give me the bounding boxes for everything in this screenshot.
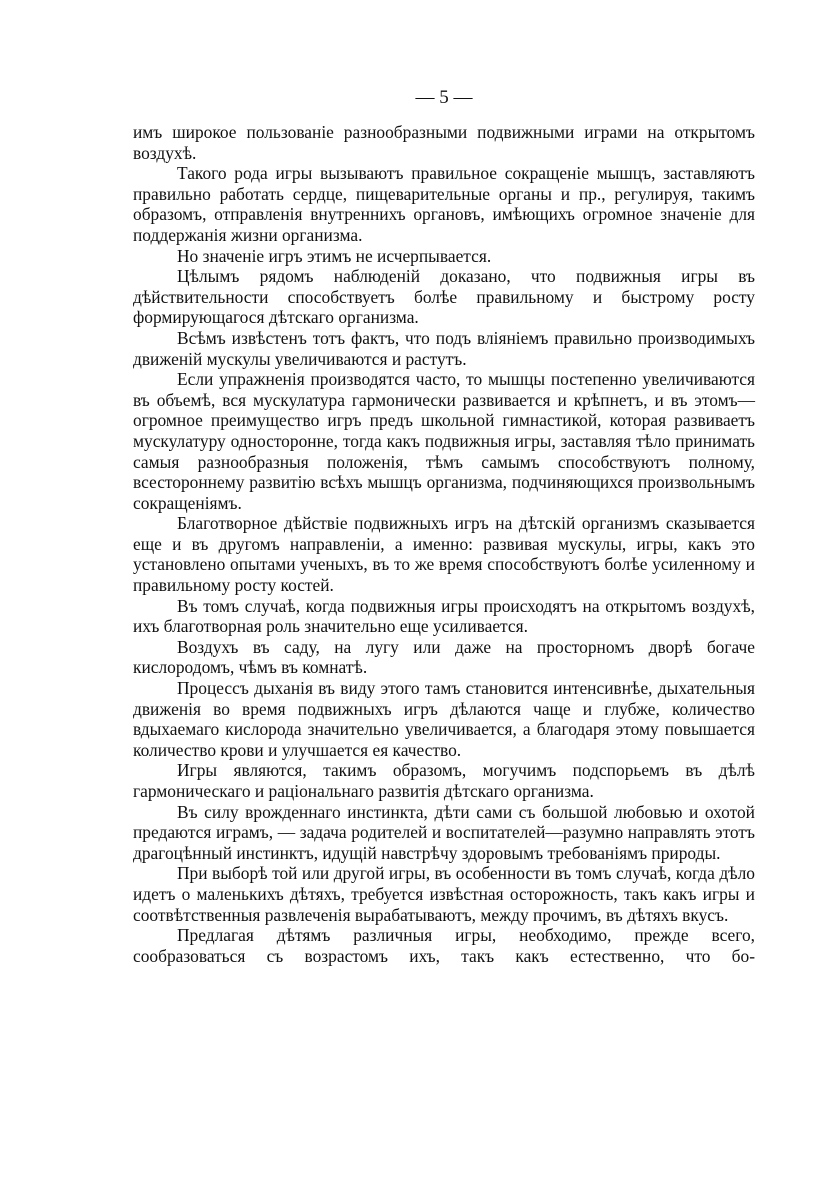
paragraph-10: Процессъ дыханія въ виду этого тамъ становится интенсивнѣе, дыхательныя движенія во время подвижныхъ игръ дѣлаются чаще и глубже, количество вдыхаемаго кислорода значительно увеличивается, а благодаря этому повышается количество крови и улучшается ея качество. — [133, 678, 755, 760]
paragraph-14: Предлагая дѣтямъ различныя игры, необходимо, прежде всего, сообразоваться съ возрастомъ ихъ, такъ какъ естественно, что бо- — [133, 925, 755, 966]
paragraph-2: Такого рода игры вызываютъ правильное сокращеніе мышцъ, заставляютъ правильно работать сердце, пищеварительные органы и пр., регулируя, такимъ образомъ, отправленія внутреннихъ органовъ, имѣющихъ огромное значеніе для поддержанія жизни организма. — [133, 163, 755, 245]
paragraph-9: Воздухъ въ саду, на лугу или даже на просторномъ дворѣ богаче кислородомъ, чѣмъ въ комнатѣ. — [133, 636, 755, 678]
paragraph-11: Игры являются, такимъ образомъ, могучимъ подспорьемъ въ дѣлѣ гармоническаго и раціональнаго развитія дѣтскаго организма. — [133, 760, 755, 801]
paragraph-1: имъ широкое пользованіе разнообразными подвижными играми на открытомъ воздухѣ. — [133, 122, 755, 163]
paragraph-4: Цѣлымъ рядомъ наблюденій доказано, что подвижныя игры въ дѣйствительности способствуетъ болѣе правильному и быстрому росту формирующагося дѣтскаго организма. — [133, 266, 755, 328]
paragraph-12: Въ силу врожденнаго инстинкта, дѣти сами съ большой любовью и охотой предаются играмъ, — задача родителей и воспитателей—разумно направлять этотъ драгоцѣнный инстинктъ, идущій навстрѣчу здоровымъ требованіямъ природы. — [133, 801, 755, 863]
body-text — [133, 122, 755, 966]
paragraph-5: Всѣмъ извѣстенъ тотъ фактъ, что подъ вліяніемъ правильно производимыхъ движеній мускулы увеличиваются и растутъ. — [133, 327, 755, 369]
page-number: — 5 — — [415, 87, 473, 108]
paragraph-8: Въ томъ случаѣ, когда подвижныя игры происходятъ на открытомъ воздухѣ, ихъ благотворная роль значительно еще усиливается. — [133, 595, 755, 637]
paragraph-7: Благотворное дѣйствіе подвижныхъ игръ на дѣтскій организмъ сказывается еще и въ другомъ направленіи, а именно: развивая мускулы, игры, какъ это установлено опытами ученыхъ, въ то же время способствуютъ болѣе усиленному и правильному росту костей. — [133, 513, 755, 596]
paragraph-6: Если упражненія производятся часто, то мышцы постепенно увеличиваются въ объемѣ, вся мускулатура гармонически развивается и крѣпнетъ, и въ этомъ—огромное преимущество игръ предъ школьной гимнастикой, которая развиваетъ мускулатуру односторонне, тогда какъ подвижныя игры, заставляя тѣло принимать самыя разнообразныя положенія, тѣмъ самымъ способствуютъ полному, всестороннему развитію всѣхъ мышцъ организма, подчиняющихся произвольнымъ сокращеніямъ. — [133, 369, 755, 513]
paragraph-13: При выборѣ той или другой игры, въ особенности въ томъ случаѣ, когда дѣло идетъ о маленькихъ дѣтяхъ, требуется извѣстная осторожность, такъ какъ игры и соотвѣтственныя развлеченія вырабатываютъ, между прочимъ, въ дѣтяхъ вкусъ. — [133, 863, 755, 925]
paragraph-3: Но значеніе игръ этимъ не исчерпывается. — [177, 245, 492, 266]
